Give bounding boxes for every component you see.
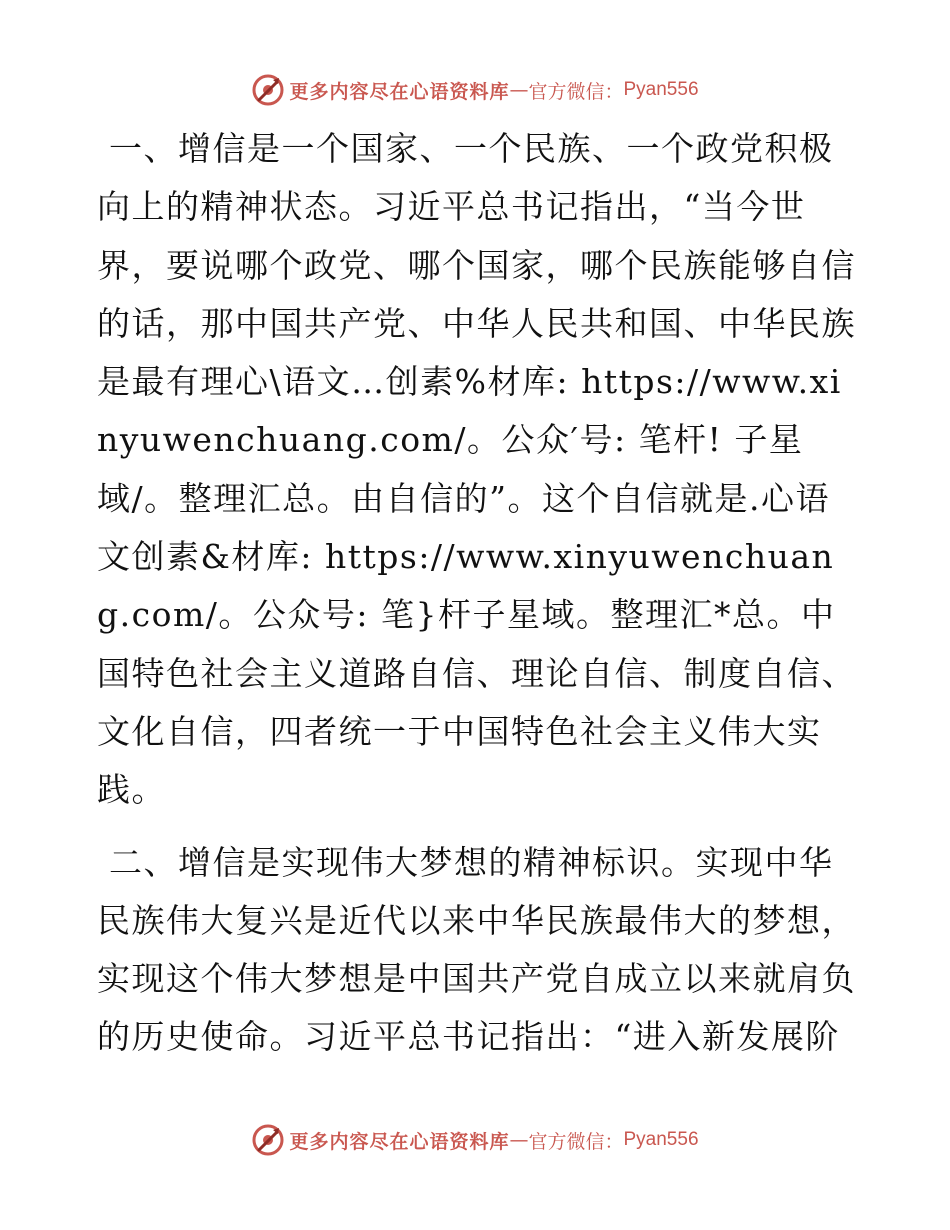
banner-separator: — xyxy=(509,1129,529,1151)
brand-logo-icon xyxy=(251,73,285,107)
banner-separator: — xyxy=(509,79,529,101)
paragraph-2: 二、增信是实现伟大梦想的精神标识。实现中华民族伟大复兴是近代以来中华民族最伟大的梦想，实现这个伟大梦想是中国共产党自成立以来就肩负的历史使命。习近平总书记指出：“进入新发展阶 xyxy=(97,842,856,1057)
document-body xyxy=(97,120,857,1067)
banner-wechat-label: 官方微信： xyxy=(528,1130,624,1153)
banner-wechat-id: Pyan556 xyxy=(623,79,699,100)
banner-wechat-id: Pyan556 xyxy=(623,1129,699,1150)
header-banner xyxy=(0,72,950,108)
paragraph-1: 一、增信是一个国家、一个民族、一个政党积极向上的精神状态。习近平总书记指出，“当今世界，要说哪个政党、哪个国家，哪个民族能够自信的话，那中国共产党、中华人民共和国、中华民族是最有理心\语文…创素%材库: https://www.xinyuwenchuang.com/。公众′号: 笔杆! 子星域/。整理汇总。由自信的”。这个自信就是.心语文创素&材库: https://www.xinyuwenchuang.com/。公众号: 笔}杆子星域。整理汇*总。中国特色社会主义道路自信、理论自信、制度自信、文化自信，四者统一于中国特色社会主义伟大实践。 xyxy=(97,129,856,810)
banner-text: 更多内容尽在心语资料库 xyxy=(289,80,510,103)
banner-text: 更多内容尽在心语资料库 xyxy=(289,1130,510,1153)
footer-banner xyxy=(0,1122,950,1158)
banner-wechat-label: 官方微信： xyxy=(528,80,624,103)
brand-logo-icon xyxy=(251,1123,285,1157)
